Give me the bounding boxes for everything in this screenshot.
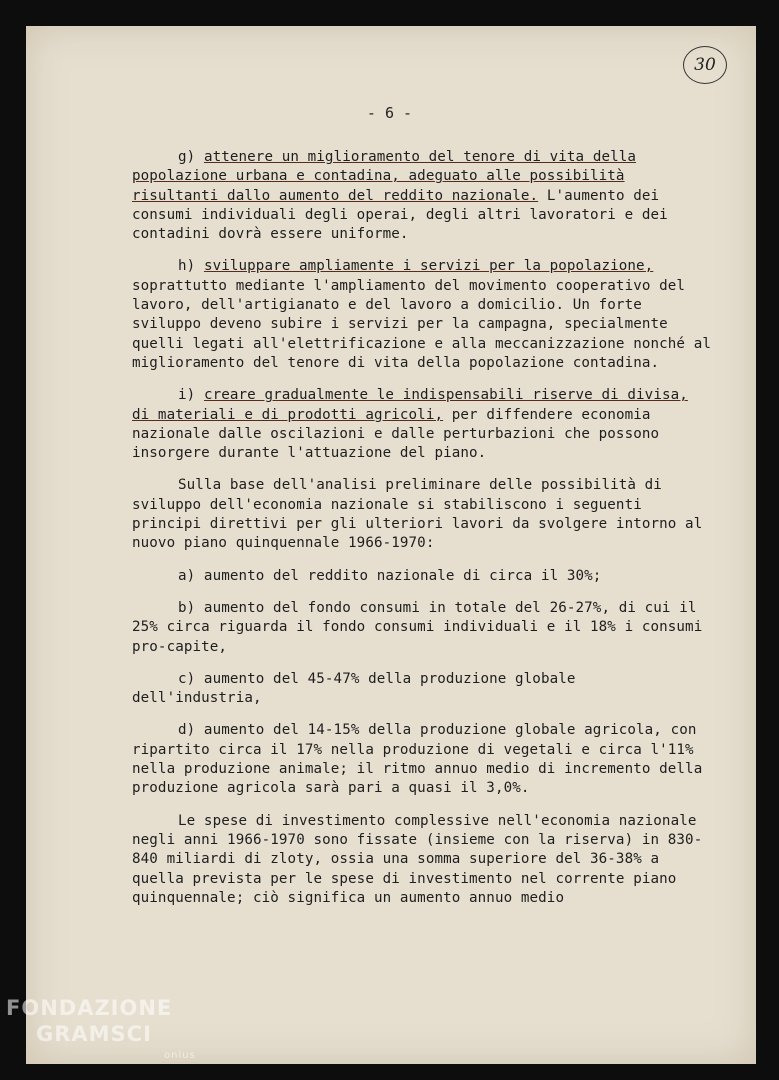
watermark-logo	[6, 996, 196, 1061]
paragraph-intro: Sulla base dell'analisi preliminare delle possibilità di sviluppo dell'economia nazionale si stabiliscono i seguenti principi direttivi per gli ulteriori lavori da svolgere intorno al nuovo piano quinquennale 1966-1970:	[132, 477, 703, 552]
item-a: a) aumento del reddito nazionale di circa il 30%;	[178, 567, 602, 584]
underlined-text-h: sviluppare ampliamente i servizi per la popolazione,	[203, 258, 654, 275]
paragraph-g	[132, 148, 712, 244]
underlined-text-i: creare gradualmente le indispensabili riserve di divisa, di materiali e di prodotti agricoli,	[132, 387, 688, 423]
item-label-g: g)	[178, 149, 196, 165]
text-h: soprattutto mediante l'ampliamento del movimento cooperativo del lavoro, dell'artigianato e del lavoro a domicilio. Un forte sviluppo deveno subire i servizi per la campagna, specialmente quelli legati all'elettrificazione e alla meccanizzazione nonché al miglioramento del tenore di vita della popolazione contadina.	[132, 277, 711, 371]
watermark-line-1: FONDAZIONE	[6, 996, 173, 1020]
item-c: c) aumento del 45-47% della produzione globale dell'industria,	[132, 670, 576, 707]
watermark-line-2: GRAMSCI	[36, 1022, 152, 1046]
item-d: d) aumento del 14-15% della produzione globale agricola, con ripartito circa il 17% nella produzione di vegetali e circa l'11% nella produzione animale; il ritmo annuo medio di incremento della produzione agricola sarà pari a quasi il 3,0%.	[132, 722, 703, 797]
paragraph-spese: Le spese di investimento complessive nell'economia nazionale negli anni 1966-1970 sono fissate (insieme con la riserva) in 830-840 miliardi di zloty, ossia una somma superiore del 36-38% a quella prevista per le spese di investimento nel corrente piano quinquennale; ciò significa un aumento annuo medio	[132, 812, 703, 906]
underlined-text-g: attenere un miglioramento del tenore di vita della popolazione urbana e contadina, adeguato alle possibilità risultanti dallo aumento del reddito nazionale.	[132, 149, 637, 204]
text-g: L'aumento dei consumi individuali degli operai, degli altri lavoratori e dei contadini dovrà essere uniforme.	[132, 187, 668, 243]
watermark-line-3: onlus	[164, 1050, 196, 1061]
item-b: b) aumento del fondo consumi in totale del 26-27%, di cui il 25% circa riguarda il fondo consumi individuali e il 18% i consumi pro-capite,	[132, 599, 703, 655]
paragraph-h	[132, 257, 712, 373]
item-label-h: h)	[178, 258, 196, 275]
text-i: per diffendere economia nazionale dalle oscilazioni e dalle perturbazioni che possono insorgere durante l'attuazione del piano.	[132, 406, 660, 462]
item-label-i: i)	[178, 387, 196, 404]
document-body	[132, 148, 712, 921]
page-number: - 6 -	[366, 104, 413, 122]
paragraph-i	[132, 386, 712, 463]
archive-stamp: 30	[683, 46, 727, 84]
